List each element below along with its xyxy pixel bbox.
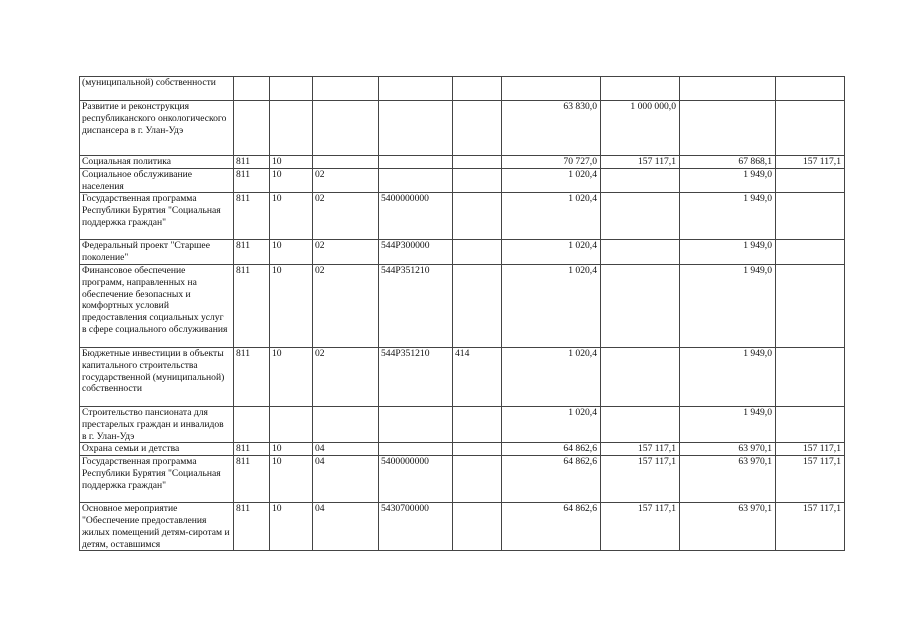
amount-cell-2 [601, 168, 680, 193]
section-code-cell: 10 [270, 193, 313, 240]
amount-cell-1: 1 020,4 [502, 193, 601, 240]
amount-cell-2 [601, 347, 680, 406]
target-article-code-cell: 5400000000 [379, 456, 453, 503]
amount-cell-4 [776, 168, 845, 193]
target-article-code-cell [379, 156, 453, 169]
budget-table [79, 76, 845, 551]
table-row [80, 193, 845, 240]
amount-cell-3: 1 949,0 [680, 240, 776, 265]
table-row [80, 443, 845, 456]
amount-cell-4 [776, 77, 845, 101]
subsection-code-cell [313, 156, 379, 169]
target-article-code-cell [379, 168, 453, 193]
amount-cell-4 [776, 406, 845, 442]
section-code-cell: 10 [270, 456, 313, 503]
row-name-cell: Федеральный проект "Старшее поколение" [80, 240, 234, 265]
section-code-cell [270, 101, 313, 156]
section-code-cell: 10 [270, 168, 313, 193]
amount-cell-2: 157 117,1 [601, 456, 680, 503]
row-name-cell: Финансовое обеспечение программ, направленных на обеспечение безопасных и комфортных условий предоставления социальных услуг в сфере социального обслуживания [80, 264, 234, 347]
subsection-code-cell: 02 [313, 264, 379, 347]
amount-cell-3: 63 970,1 [680, 443, 776, 456]
subsection-code-cell [313, 101, 379, 156]
target-article-code-cell [379, 77, 453, 101]
expense-type-code-cell [453, 456, 502, 503]
table-row [80, 406, 845, 442]
amount-cell-3 [680, 77, 776, 101]
table-row [80, 156, 845, 169]
amount-cell-2: 157 117,1 [601, 443, 680, 456]
target-article-code-cell: 544P351210 [379, 264, 453, 347]
expense-type-code-cell [453, 264, 502, 347]
amount-cell-3: 1 949,0 [680, 347, 776, 406]
amount-cell-2 [601, 264, 680, 347]
target-article-code-cell [379, 101, 453, 156]
amount-cell-4 [776, 264, 845, 347]
section-code-cell: 10 [270, 503, 313, 551]
target-article-code-cell: 5400000000 [379, 193, 453, 240]
row-name-cell: (муниципальной) собственности [80, 77, 234, 101]
expense-type-code-cell [453, 443, 502, 456]
amount-cell-2: 157 117,1 [601, 156, 680, 169]
target-article-code-cell [379, 443, 453, 456]
amount-cell-1: 1 020,4 [502, 240, 601, 265]
amount-cell-4 [776, 347, 845, 406]
amount-cell-3: 63 970,1 [680, 456, 776, 503]
department-code-cell: 811 [234, 156, 270, 169]
amount-cell-3: 1 949,0 [680, 168, 776, 193]
row-name-cell: Бюджетные инвестиции в объекты капитального строительства государственной (муниципальной) собственности [80, 347, 234, 406]
department-code-cell [234, 77, 270, 101]
expense-type-code-cell [453, 193, 502, 240]
table-row [80, 456, 845, 503]
section-code-cell: 10 [270, 264, 313, 347]
amount-cell-1: 64 862,6 [502, 443, 601, 456]
subsection-code-cell: 04 [313, 456, 379, 503]
amount-cell-3: 1 949,0 [680, 193, 776, 240]
table-row [80, 168, 845, 193]
subsection-code-cell: 02 [313, 168, 379, 193]
department-code-cell: 811 [234, 193, 270, 240]
subsection-code-cell: 04 [313, 443, 379, 456]
amount-cell-2: 157 117,1 [601, 503, 680, 551]
amount-cell-1: 1 020,4 [502, 264, 601, 347]
row-name-cell: Государственная программа Республики Бурятия "Социальная поддержка граждан" [80, 193, 234, 240]
section-code-cell [270, 406, 313, 442]
amount-cell-1: 63 830,0 [502, 101, 601, 156]
amount-cell-3: 1 949,0 [680, 264, 776, 347]
department-code-cell: 811 [234, 503, 270, 551]
target-article-code-cell: 544P351210 [379, 347, 453, 406]
department-code-cell: 811 [234, 168, 270, 193]
row-name-cell: Социальное обслуживание населения [80, 168, 234, 193]
table-row [80, 240, 845, 265]
amount-cell-1 [502, 77, 601, 101]
expense-type-code-cell [453, 168, 502, 193]
amount-cell-3: 67 868,1 [680, 156, 776, 169]
subsection-code-cell [313, 406, 379, 442]
subsection-code-cell: 04 [313, 503, 379, 551]
row-name-cell: Охрана семьи и детства [80, 443, 234, 456]
department-code-cell: 811 [234, 456, 270, 503]
table-row [80, 503, 845, 551]
expense-type-code-cell [453, 406, 502, 442]
amount-cell-2 [601, 77, 680, 101]
amount-cell-2 [601, 406, 680, 442]
amount-cell-2 [601, 193, 680, 240]
amount-cell-4 [776, 193, 845, 240]
expense-type-code-cell [453, 240, 502, 265]
department-code-cell: 811 [234, 264, 270, 347]
amount-cell-1: 64 862,6 [502, 503, 601, 551]
section-code-cell: 10 [270, 443, 313, 456]
amount-cell-1: 64 862,6 [502, 456, 601, 503]
subsection-code-cell: 02 [313, 347, 379, 406]
department-code-cell: 811 [234, 347, 270, 406]
row-name-cell: Государственная программа Республики Бурятия "Социальная поддержка граждан" [80, 456, 234, 503]
amount-cell-2 [601, 240, 680, 265]
expense-type-code-cell [453, 77, 502, 101]
amount-cell-1: 1 020,4 [502, 347, 601, 406]
amount-cell-1: 1 020,4 [502, 168, 601, 193]
amount-cell-4 [776, 101, 845, 156]
expense-type-code-cell [453, 156, 502, 169]
subsection-code-cell [313, 77, 379, 101]
section-code-cell: 10 [270, 347, 313, 406]
target-article-code-cell: 544P300000 [379, 240, 453, 265]
row-name-cell: Социальная политика [80, 156, 234, 169]
expense-type-code-cell: 414 [453, 347, 502, 406]
section-code-cell [270, 77, 313, 101]
row-name-cell: Строительство пансионата для престарелых граждан и инвалидов в г. Улан-Удэ [80, 406, 234, 442]
amount-cell-3: 1 949,0 [680, 406, 776, 442]
row-name-cell: Развитие и реконструкция республиканского онкологического диспансера в г. Улан-Удэ [80, 101, 234, 156]
amount-cell-3 [680, 101, 776, 156]
section-code-cell: 10 [270, 156, 313, 169]
amount-cell-4: 157 117,1 [776, 156, 845, 169]
expense-type-code-cell [453, 503, 502, 551]
amount-cell-1: 70 727,0 [502, 156, 601, 169]
amount-cell-4 [776, 240, 845, 265]
expense-type-code-cell [453, 101, 502, 156]
department-code-cell [234, 406, 270, 442]
amount-cell-3: 63 970,1 [680, 503, 776, 551]
amount-cell-4: 157 117,1 [776, 443, 845, 456]
section-code-cell: 10 [270, 240, 313, 265]
amount-cell-4: 157 117,1 [776, 503, 845, 551]
department-code-cell: 811 [234, 443, 270, 456]
amount-cell-1: 1 020,4 [502, 406, 601, 442]
table-row [80, 101, 845, 156]
amount-cell-2: 1 000 000,0 [601, 101, 680, 156]
table-body [80, 77, 845, 551]
row-name-cell: Основное мероприятие "Обеспечение предоставления жилых помещений детям-сиротам и детям, оставшимся [80, 503, 234, 551]
department-code-cell: 811 [234, 240, 270, 265]
target-article-code-cell [379, 406, 453, 442]
table-row [80, 264, 845, 347]
amount-cell-4: 157 117,1 [776, 456, 845, 503]
target-article-code-cell: 5430700000 [379, 503, 453, 551]
subsection-code-cell: 02 [313, 240, 379, 265]
table-row [80, 77, 845, 101]
subsection-code-cell: 02 [313, 193, 379, 240]
department-code-cell [234, 101, 270, 156]
table-row [80, 347, 845, 406]
